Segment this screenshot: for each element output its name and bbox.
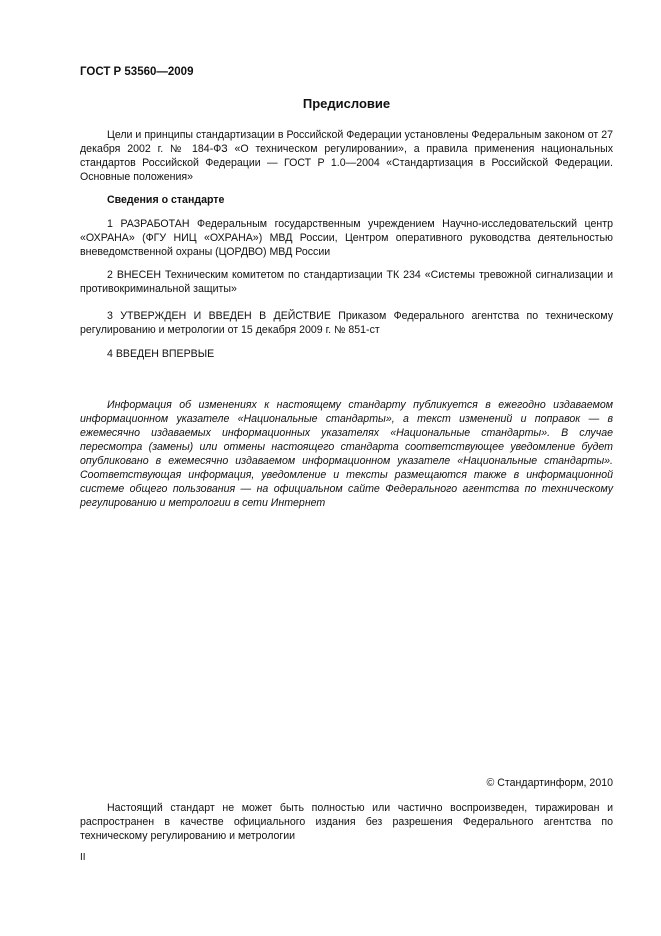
list-item bbox=[80, 217, 613, 259]
item-label: 4 ВВЕДЕН ВПЕРВЫЕ bbox=[107, 348, 215, 360]
list-item bbox=[80, 268, 613, 296]
copyright: © Стандартинформ, 2010 bbox=[486, 777, 613, 789]
page-title: Предисловие bbox=[302, 96, 391, 111]
list-item bbox=[80, 347, 613, 361]
document-id: ГОСТ Р 53560—2009 bbox=[80, 66, 194, 78]
page-number: II bbox=[80, 852, 86, 863]
reproduction-note: Настоящий стандарт не может быть полностью или частично воспроизведен, тиражирован и распространен в качестве официального издания без разрешения Федерального агентства по техническому регулированию и метрологии bbox=[80, 802, 613, 842]
intro-paragraph: Цели и принципы стандартизации в Российской Федерации установлены Федеральным законом от 27 декабря 2002 г. № 184-ФЗ «О техническом регулировании», а правила применения национальных стандартов Российской Федерации — ГОСТ Р 1.0—2004 «Стандартизация в Российской Федерации. Основные положения» bbox=[80, 129, 613, 183]
item-label: 3 УТВЕРЖДЕН И ВВЕДЕН В ДЕЙСТВИЕ bbox=[107, 310, 331, 322]
item-text: Техническим комитетом по стандартизации ТК 234 «Системы тревожной сигнализации и противокриминальной защиты» bbox=[80, 269, 614, 295]
list-item bbox=[80, 309, 613, 337]
item-label: 1 РАЗРАБОТАН bbox=[107, 218, 190, 230]
item-text: Федеральным государственным учреждением Научно-исследовательский центр «ОХРАНА» (ФГУ НИЦ «ОХРАНА») МВД России, Центром оперативного руководства деятельностью вневедомственной охраны (ЦОРДВО) МВД России bbox=[80, 218, 613, 258]
item-label: 2 ВНЕСЕН bbox=[107, 269, 161, 281]
item-text: Приказом Федерального агентства по техническому регулированию и метрологии от 15 декабря 2009 г. № 851-ст bbox=[80, 310, 613, 336]
info-note: Информация об изменениях к настоящему стандарту публикуется в ежегодно издаваемом информационном указателе «Национальные стандарты», а текст изменений и поправок — в ежемесячно издаваемых информационных указателях «Национальные стандарты». В случае пересмотра (замены) или отмены настоящего стандарта соответствующее уведомление будет опубликовано в ежемесячно издаваемом информационном указателе «Национальные стандарты». Соответствующая информация, уведомление и тексты размещаются также в информационной системе общего пользования — на официальном сайте Федерального агентства по техническому регулированию и метрологии в сети Интернет bbox=[80, 399, 613, 509]
section-heading: Сведения о стандарте bbox=[107, 194, 225, 206]
